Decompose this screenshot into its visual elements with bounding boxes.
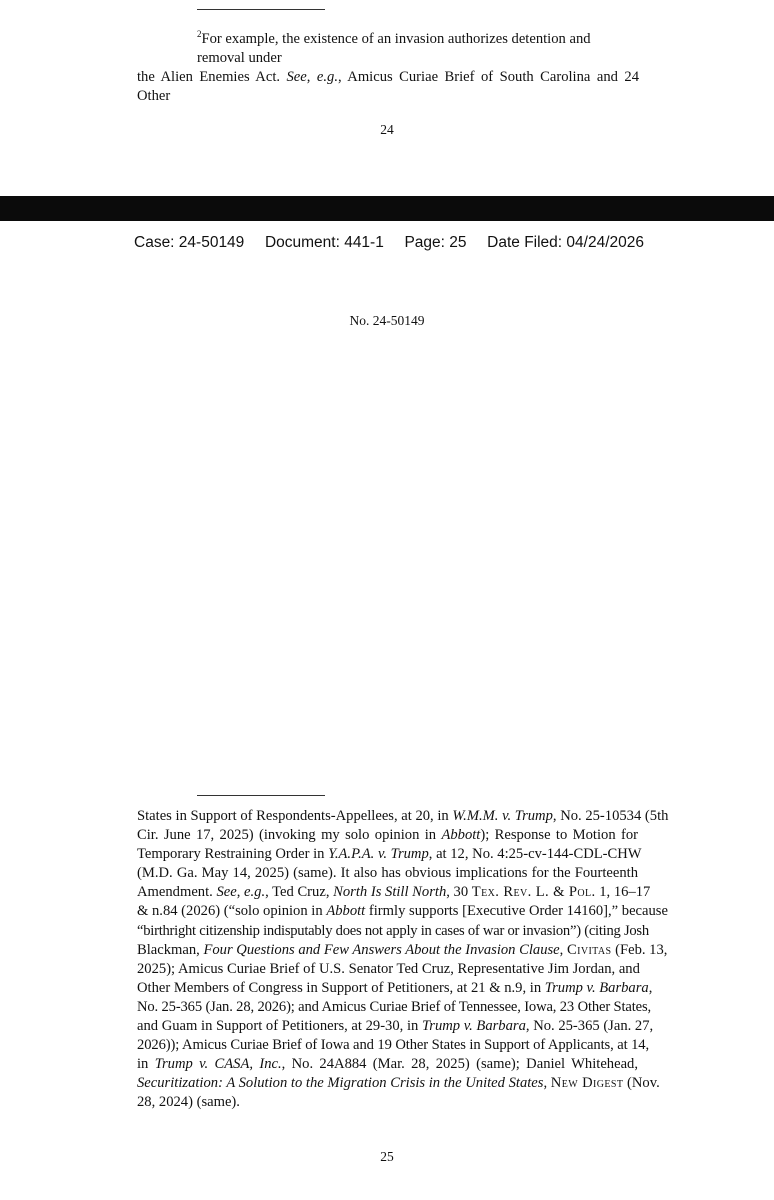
fn-line-12: and Guam in Support of Petitioners, at 29-30, in Trump v. Barbara, No. 25-365 (Jan. 27, bbox=[137, 1018, 654, 1035]
footnote-2 bbox=[137, 25, 639, 106]
case-number: No. 24-50149 bbox=[349, 313, 425, 328]
fn-line-2: Cir. June 17, 2025) (invoking my solo opinion in Abbott); Response to Motion for bbox=[137, 827, 638, 844]
header-document: Document: 441-1 bbox=[264, 234, 384, 251]
fn-line-5: Amendment. See, e.g., Ted Cruz, North Is Still North, 30 Tex. Rev. L. & Pol. 1, 16–17 bbox=[137, 884, 651, 901]
footnote-continuation bbox=[137, 807, 669, 1113]
fn-line-10: Other Members of Congress in Support of Petitioners, at 21 & n.9, in Trump v. Barbara, bbox=[137, 979, 653, 996]
fn-line-13: 2026)); Amicus Curiae Brief of Iowa and 19 Other States in Support of Applicants, at 14, bbox=[137, 1037, 650, 1054]
footnote-rule-top bbox=[197, 9, 325, 10]
filing-header bbox=[134, 234, 644, 252]
fn-line-9: 2025); Amicus Curiae Brief of U.S. Senator Ted Cruz, Representative Jim Jordan, and bbox=[137, 960, 640, 977]
footnote-marker: 2 bbox=[197, 29, 202, 39]
fn-line-4: (M.D. Ga. May 14, 2025) (same). It also has obvious implications for the Fourteenth bbox=[137, 865, 638, 882]
footnote-2-line2: the Alien Enemies Act. See, e.g., Amicus Curiae Brief of South Carolina and 24 Other bbox=[137, 68, 639, 104]
header-page: Page: 25 bbox=[404, 234, 467, 251]
footnote-2-line1: $^2$For example, the existence of an invasion authorizes detention and removal under bbox=[197, 29, 591, 66]
page-number-bottom: 25 bbox=[380, 1149, 394, 1164]
fn-line-6: & n.84 (2026) (“solo opinion in Abbott firmly supports [Executive Order 14160],” because bbox=[137, 903, 668, 920]
fn-line-15: Securitization: A Solution to the Migration Crisis in the United States, New Digest (Nov. bbox=[137, 1075, 660, 1092]
fn-line-16: 28, 2024) (same). bbox=[137, 1094, 240, 1111]
header-date-filed: Date Filed: 04/24/2026 bbox=[487, 234, 644, 251]
footnote-rule-bottom bbox=[197, 795, 325, 796]
fn-line-3: Temporary Restraining Order in Y.A.P.A. v. Trump, at 12, No. 4:25-cv-144-CDL-CHW bbox=[137, 846, 642, 863]
fn-line-11: No. 25-365 (Jan. 28, 2026); and Amicus Curiae Brief of Tennessee, Iowa, 23 Other States, bbox=[137, 998, 652, 1015]
page-separator-bar bbox=[0, 196, 774, 221]
fn-line-8: Blackman, Four Questions and Few Answers About the Invasion Clause, Civitas (Feb. 13, bbox=[137, 941, 668, 958]
fn-line-14: in Trump v. CASA, Inc., No. 24A884 (Mar. 28, 2025) (same); Daniel Whitehead, bbox=[137, 1056, 638, 1073]
fn-line-7: “birthright citizenship indisputably does not apply in cases of war or invasion”) (citing Josh bbox=[137, 922, 649, 939]
page-number-top: 24 bbox=[380, 122, 394, 137]
fn-line-1: States in Support of Respondents-Appellees, at 20, in W.M.M. v. Trump, No. 25-10534 (5th bbox=[137, 808, 669, 824]
header-case: Case: 24-50149 bbox=[134, 234, 245, 251]
